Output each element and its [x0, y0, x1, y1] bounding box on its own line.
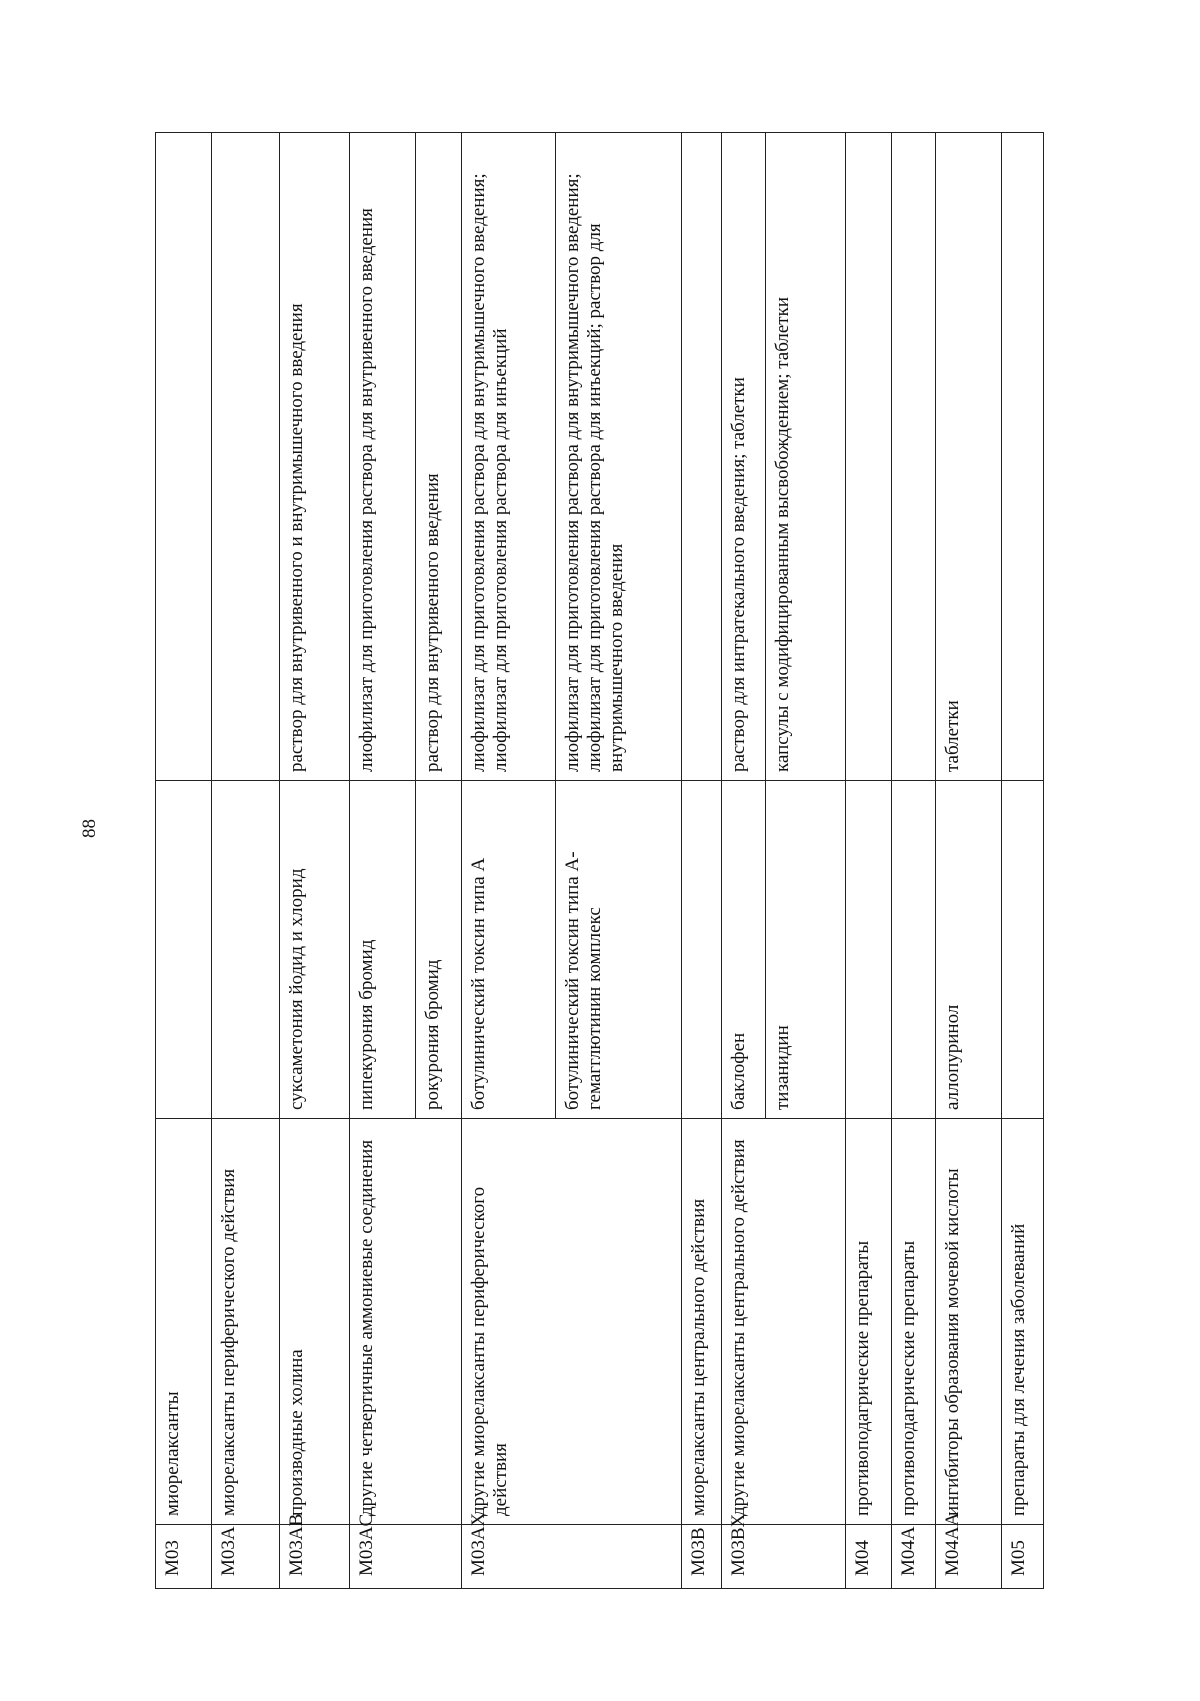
- group-name: противоподагрические препараты: [892, 1119, 936, 1525]
- atc-code: M05: [1002, 1525, 1044, 1589]
- atc-code: M04: [846, 1525, 892, 1589]
- drug-name: [682, 781, 722, 1119]
- dosage-form: лиофилизат для приготовления раствора для внутримышечного введения; лиофилизат для приготовления раствора для инъекций; раствор для внутримышечного введения: [556, 133, 682, 781]
- dosage-form: [682, 133, 722, 781]
- drug-name: суксаметония йодид и хлорид: [280, 781, 350, 1119]
- table-row: [350, 133, 416, 1589]
- table-row: [212, 133, 280, 1589]
- dosage-form: [1002, 133, 1044, 781]
- dosage-form: лиофилизат для приготовления раствора для внутримышечного введения; лиофилизат для приготовления раствора для инъекций: [462, 133, 556, 781]
- table-row: [722, 133, 766, 1589]
- group-name: производные холина: [280, 1119, 350, 1525]
- drug-name: [1002, 781, 1044, 1119]
- table-row: [280, 133, 350, 1589]
- group-name: миорелаксанты периферического действия: [212, 1119, 280, 1525]
- drug-name: ботулинический токсин типа А: [462, 781, 556, 1119]
- drug-name: пипекурония бромид: [350, 781, 416, 1119]
- atc-code: M03: [156, 1525, 212, 1589]
- group-name: препараты для лечения заболеваний: [1002, 1119, 1044, 1525]
- table-row: [892, 133, 936, 1589]
- atc-code: M03AB: [280, 1525, 350, 1589]
- dosage-form: [156, 133, 212, 781]
- table-row: [936, 133, 1002, 1589]
- dosage-form: [892, 133, 936, 781]
- drug-name: [892, 781, 936, 1119]
- drug-classification-table: [155, 132, 1044, 1589]
- atc-code: M04AA: [936, 1525, 1002, 1589]
- group-name: миорелаксанты: [156, 1119, 212, 1525]
- table-row: [1002, 133, 1044, 1589]
- drug-name: аллопуринол: [936, 781, 1002, 1119]
- group-name: ингибиторы образования мочевой кислоты: [936, 1119, 1002, 1525]
- table-row: [846, 133, 892, 1589]
- dosage-form: раствор для интратекального введения; таблетки: [722, 133, 766, 781]
- dosage-form: раствор для внутривенного введения: [416, 133, 462, 781]
- table-row: [462, 133, 556, 1589]
- dosage-form: лиофилизат для приготовления раствора для внутривенного введения: [350, 133, 416, 781]
- atc-code: M04A: [892, 1525, 936, 1589]
- group-name: другие четвертичные аммониевые соединения: [350, 1119, 462, 1525]
- dosage-form: таблетки: [936, 133, 1002, 781]
- drug-name: тизанидин: [766, 781, 846, 1119]
- drug-name: [156, 781, 212, 1119]
- drug-name: [212, 781, 280, 1119]
- table-row: [682, 133, 722, 1589]
- dosage-form: [212, 133, 280, 781]
- rotated-table-container: [155, 133, 1200, 1589]
- group-name: другие миорелаксанты центрального действия: [722, 1119, 846, 1525]
- atc-code: M03AX: [462, 1525, 682, 1589]
- dosage-form: капсулы с модифицированным высвобождением; таблетки: [766, 133, 846, 781]
- drug-name: рокурония бромид: [416, 781, 462, 1119]
- atc-code: M03AC: [350, 1525, 462, 1589]
- page-number: 88: [79, 819, 100, 838]
- drug-name: ботулинический токсин типа А-гемагглютинин комплекс: [556, 781, 682, 1119]
- dosage-form: раствор для внутривенного и внутримышечного введения: [280, 133, 350, 781]
- dosage-form: [846, 133, 892, 781]
- atc-code: M03A: [212, 1525, 280, 1589]
- drug-name: баклофен: [722, 781, 766, 1119]
- group-name: противоподагрические препараты: [846, 1119, 892, 1525]
- atc-code: M03BX: [722, 1525, 846, 1589]
- group-name: другие миорелаксанты периферического действия: [462, 1119, 682, 1525]
- group-name: миорелаксанты центрального действия: [682, 1119, 722, 1525]
- atc-code: M03B: [682, 1525, 722, 1589]
- drug-name: [846, 781, 892, 1119]
- table-row: [156, 133, 212, 1589]
